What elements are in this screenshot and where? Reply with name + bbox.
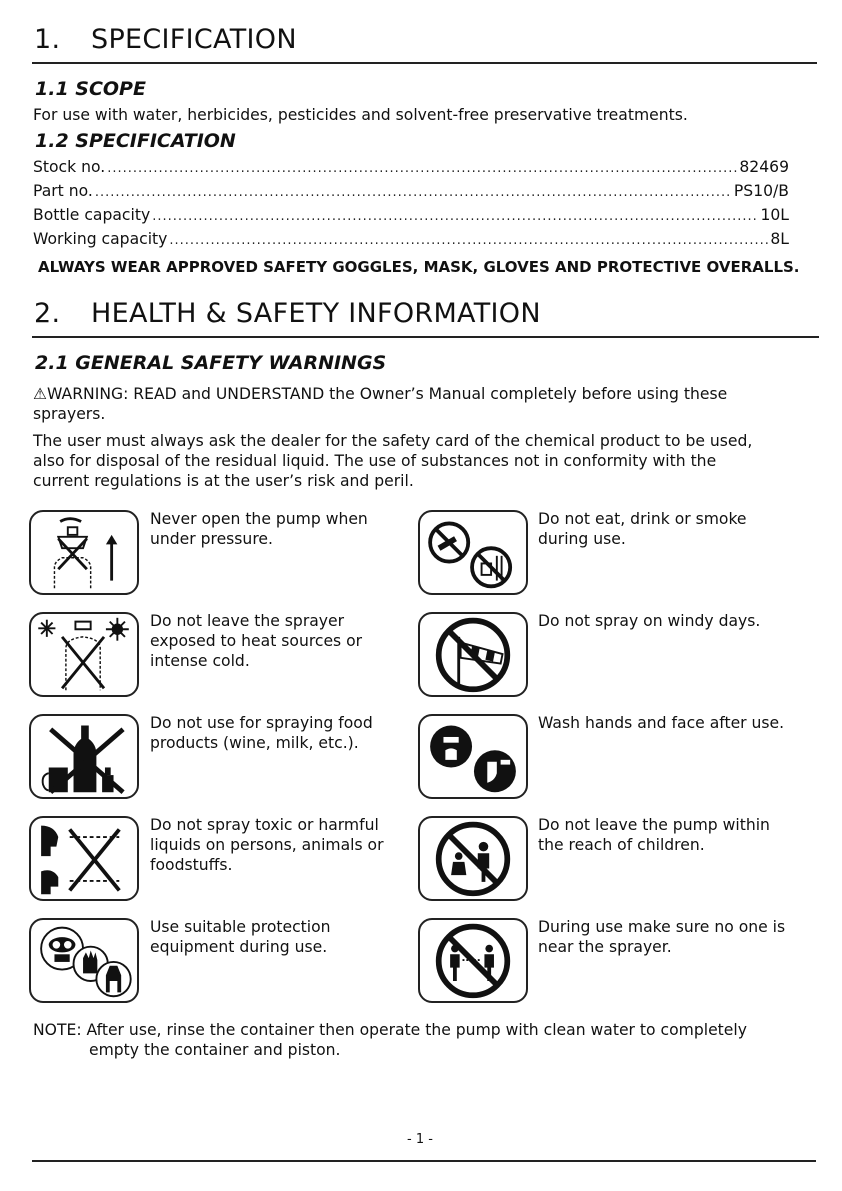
caption-line: Do not spray toxic or harmful [150,816,379,834]
section-2-number: 2. [34,298,61,329]
caption-line: the reach of children. [538,836,705,854]
caption-line: foodstuffs. [150,856,233,874]
leader-dots [95,183,732,203]
spec-value: 10L [760,206,789,224]
no-bystanders-icon [418,918,528,1003]
warning-text: WARNING: READ and UNDERSTAND the Owner’s Manual completely before using these [46,385,728,403]
paragraph-line-1: The user must always ask the dealer for the safety card of the chemical product to be used, [33,432,753,450]
section-2-title: HEALTH & SAFETY INFORMATION [91,298,541,329]
spec-row-part [33,181,789,203]
spec-label: Bottle capacity [33,206,151,224]
leader-dots [107,159,737,179]
caption-line: under pressure. [150,530,273,548]
paragraph-line-3: current regulations is at the user’s risk and peril. [33,472,414,490]
spec-label: Stock no. [33,158,106,176]
section-1-rule [32,62,817,64]
caption-line: near the sprayer. [538,938,672,956]
section-1-number: 1. [34,24,61,55]
caption-line: During use make sure no one is [538,918,786,936]
section-1-heading [34,24,297,55]
caption-line: during use. [538,530,626,548]
warning-line-1 [33,384,727,404]
no-eat-drink-smoke-icon [418,510,528,595]
paragraph-line-2: also for disposal of the residual liquid. The use of substances not in conformity with the [33,452,717,470]
caption-line: Wash hands and face after use. [538,714,785,732]
caption-line: Do not leave the pump within [538,816,770,834]
caption-line: Do not eat, drink or smoke [538,510,747,528]
section-2-heading [34,298,541,329]
caption-line: Do not use for spraying food [150,714,373,732]
icon-caption [538,917,798,957]
caption-line: products (wine, milk, etc.). [150,734,359,752]
footer-rule [32,1160,816,1162]
note [33,1020,747,1060]
caption-line: Never open the pump when [150,510,368,528]
no-food-icon [29,714,139,799]
caption-line: equipment during use. [150,938,328,956]
no-wind-icon [418,612,528,697]
pump-pressure-icon [29,510,139,595]
icon-caption [538,509,798,549]
page-number: - 1 - [407,1132,433,1147]
icon-caption [150,917,410,957]
caption-line: Do not leave the sprayer [150,612,345,630]
no-children-icon [418,816,528,901]
icon-caption [150,611,410,671]
caption-line: intense cold. [150,652,250,670]
icon-caption [538,713,798,733]
leader-dots [169,231,768,251]
caption-line: liquids on persons, animals or [150,836,384,854]
icon-caption [150,509,410,549]
ppe-warning: ALWAYS WEAR APPROVED SAFETY GOGGLES, MASK, GLOVES AND PROTECTIVE OVERALLS. [38,258,800,276]
section-1-title: SPECIFICATION [91,24,297,55]
protection-equipment-icon [29,918,139,1003]
general-warnings-heading: 2.1 GENERAL SAFETY WARNINGS [35,352,387,374]
wash-hands-icon [418,714,528,799]
spec-row-stock [33,157,789,179]
icon-caption [538,611,798,631]
heat-cold-icon [29,612,139,697]
note-line-1: NOTE: After use, rinse the container then operate the pump with clean water to completely [33,1021,747,1039]
leader-dots [152,207,758,227]
caption-line: Do not spray on windy days. [538,612,761,630]
warning-triangle-icon: ⚠ [33,385,47,403]
spec-row-working [33,229,789,251]
icon-caption [150,815,410,875]
icon-caption [150,713,410,753]
spec-label: Working capacity [33,230,168,248]
spec-value: PS10/B [733,182,789,200]
section-2-rule [32,336,819,338]
spec-row-bottle [33,205,789,227]
no-spray-persons-icon [29,816,139,901]
spec-heading: 1.2 SPECIFICATION [35,130,236,152]
icon-caption [538,815,798,855]
scope-text: For use with water, herbicides, pesticides and solvent-free preservative treatments. [33,106,688,124]
spec-value: 8L [770,230,789,248]
spec-label: Part no. [33,182,93,200]
caption-line: exposed to heat sources or [150,632,363,650]
caption-line: Use suitable protection [150,918,331,936]
spec-value: 82469 [739,158,789,176]
warning-line-2: sprayers. [33,405,106,423]
note-line-2: empty the container and piston. [89,1041,341,1059]
scope-heading: 1.1 SCOPE [35,78,146,100]
